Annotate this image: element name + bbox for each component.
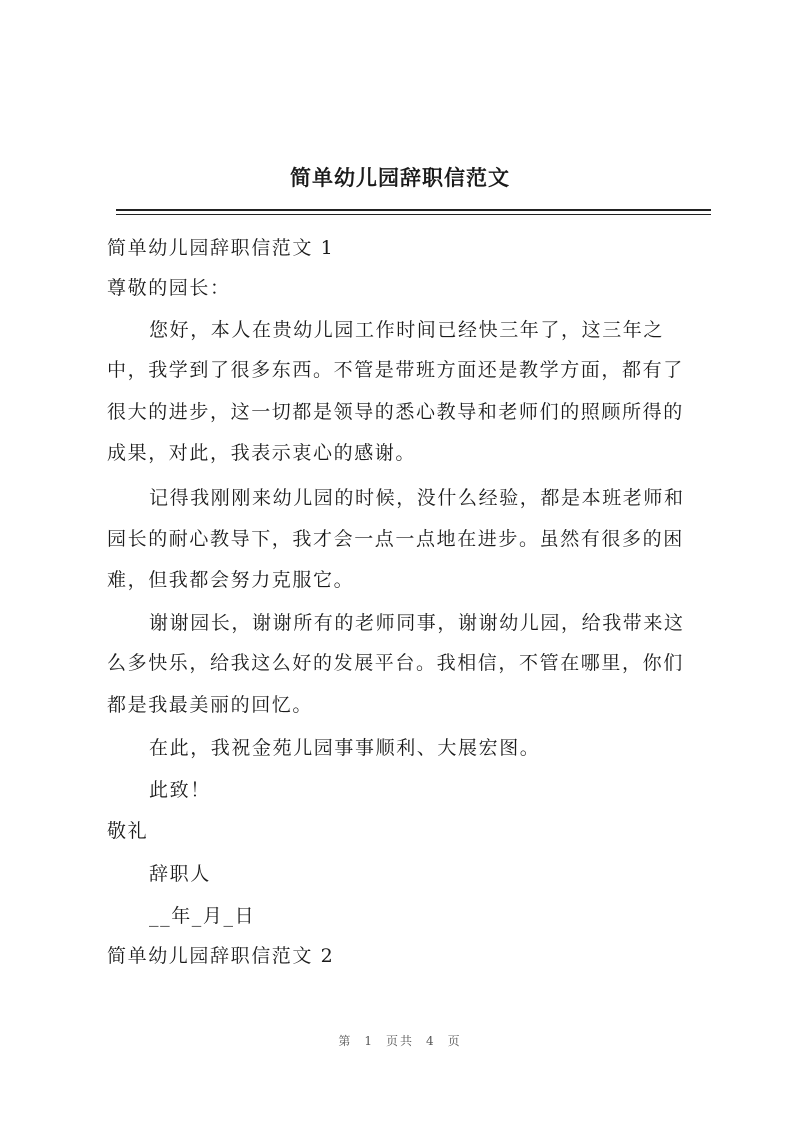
closing-line: 此致！ [149, 779, 211, 801]
paragraph-line: 都是我最美丽的回忆。 [107, 694, 314, 716]
date-line: __年_月_日 [149, 905, 256, 927]
paragraph-line: 您好，本人在贵幼儿园工作时间已经快三年了，这三年之 [149, 319, 665, 341]
paragraph-line: 园长的耐心教导下，我才会一点一点地在进步。虽然有很多的困 [107, 528, 684, 550]
paragraph-line: 谢谢园长，谢谢所有的老师同事，谢谢幼儿园，给我带来这 [149, 612, 685, 634]
footer-prefix: 第 [338, 1034, 353, 1048]
paragraph-line: 中，我学到了很多东西。不管是带班方面还是教学方面，都有了 [107, 359, 684, 381]
signature: 辞职人 [149, 863, 211, 885]
paragraph-line: 记得我刚刚来幼儿园的时候，没什么经验，都是本班老师和 [149, 487, 685, 509]
footer-middle: 页共 [385, 1034, 414, 1048]
section-heading-1: 简单幼儿园辞职信范文 1 [107, 237, 335, 259]
footer-total-pages: 4 [426, 1034, 436, 1048]
page-title: 简单幼儿园辞职信范文 [290, 165, 510, 190]
footer-suffix: 页 [447, 1034, 462, 1048]
paragraph-line: 么多快乐，给我这么好的发展平台。我相信，不管在哪里，你们 [107, 652, 684, 674]
title-divider-thin [116, 214, 711, 215]
page-footer [0, 1033, 800, 1049]
paragraph-line: 在此，我祝金苑儿园事事顺利、大展宏图。 [149, 737, 541, 759]
footer-current-page: 1 [364, 1034, 374, 1048]
paragraph-line: 成果，对此，我表示衷心的感谢。 [107, 442, 417, 464]
closing-line: 敬礼 [107, 820, 149, 842]
paragraph-line: 难，但我都会努力克服它。 [107, 569, 355, 591]
section-heading-2: 简单幼儿园辞职信范文 2 [107, 945, 335, 967]
salutation: 尊敬的园长： [107, 277, 231, 299]
paragraph-line: 很大的进步，这一切都是领导的悉心教导和老师们的照顾所得的 [107, 401, 684, 423]
title-divider [116, 209, 711, 211]
